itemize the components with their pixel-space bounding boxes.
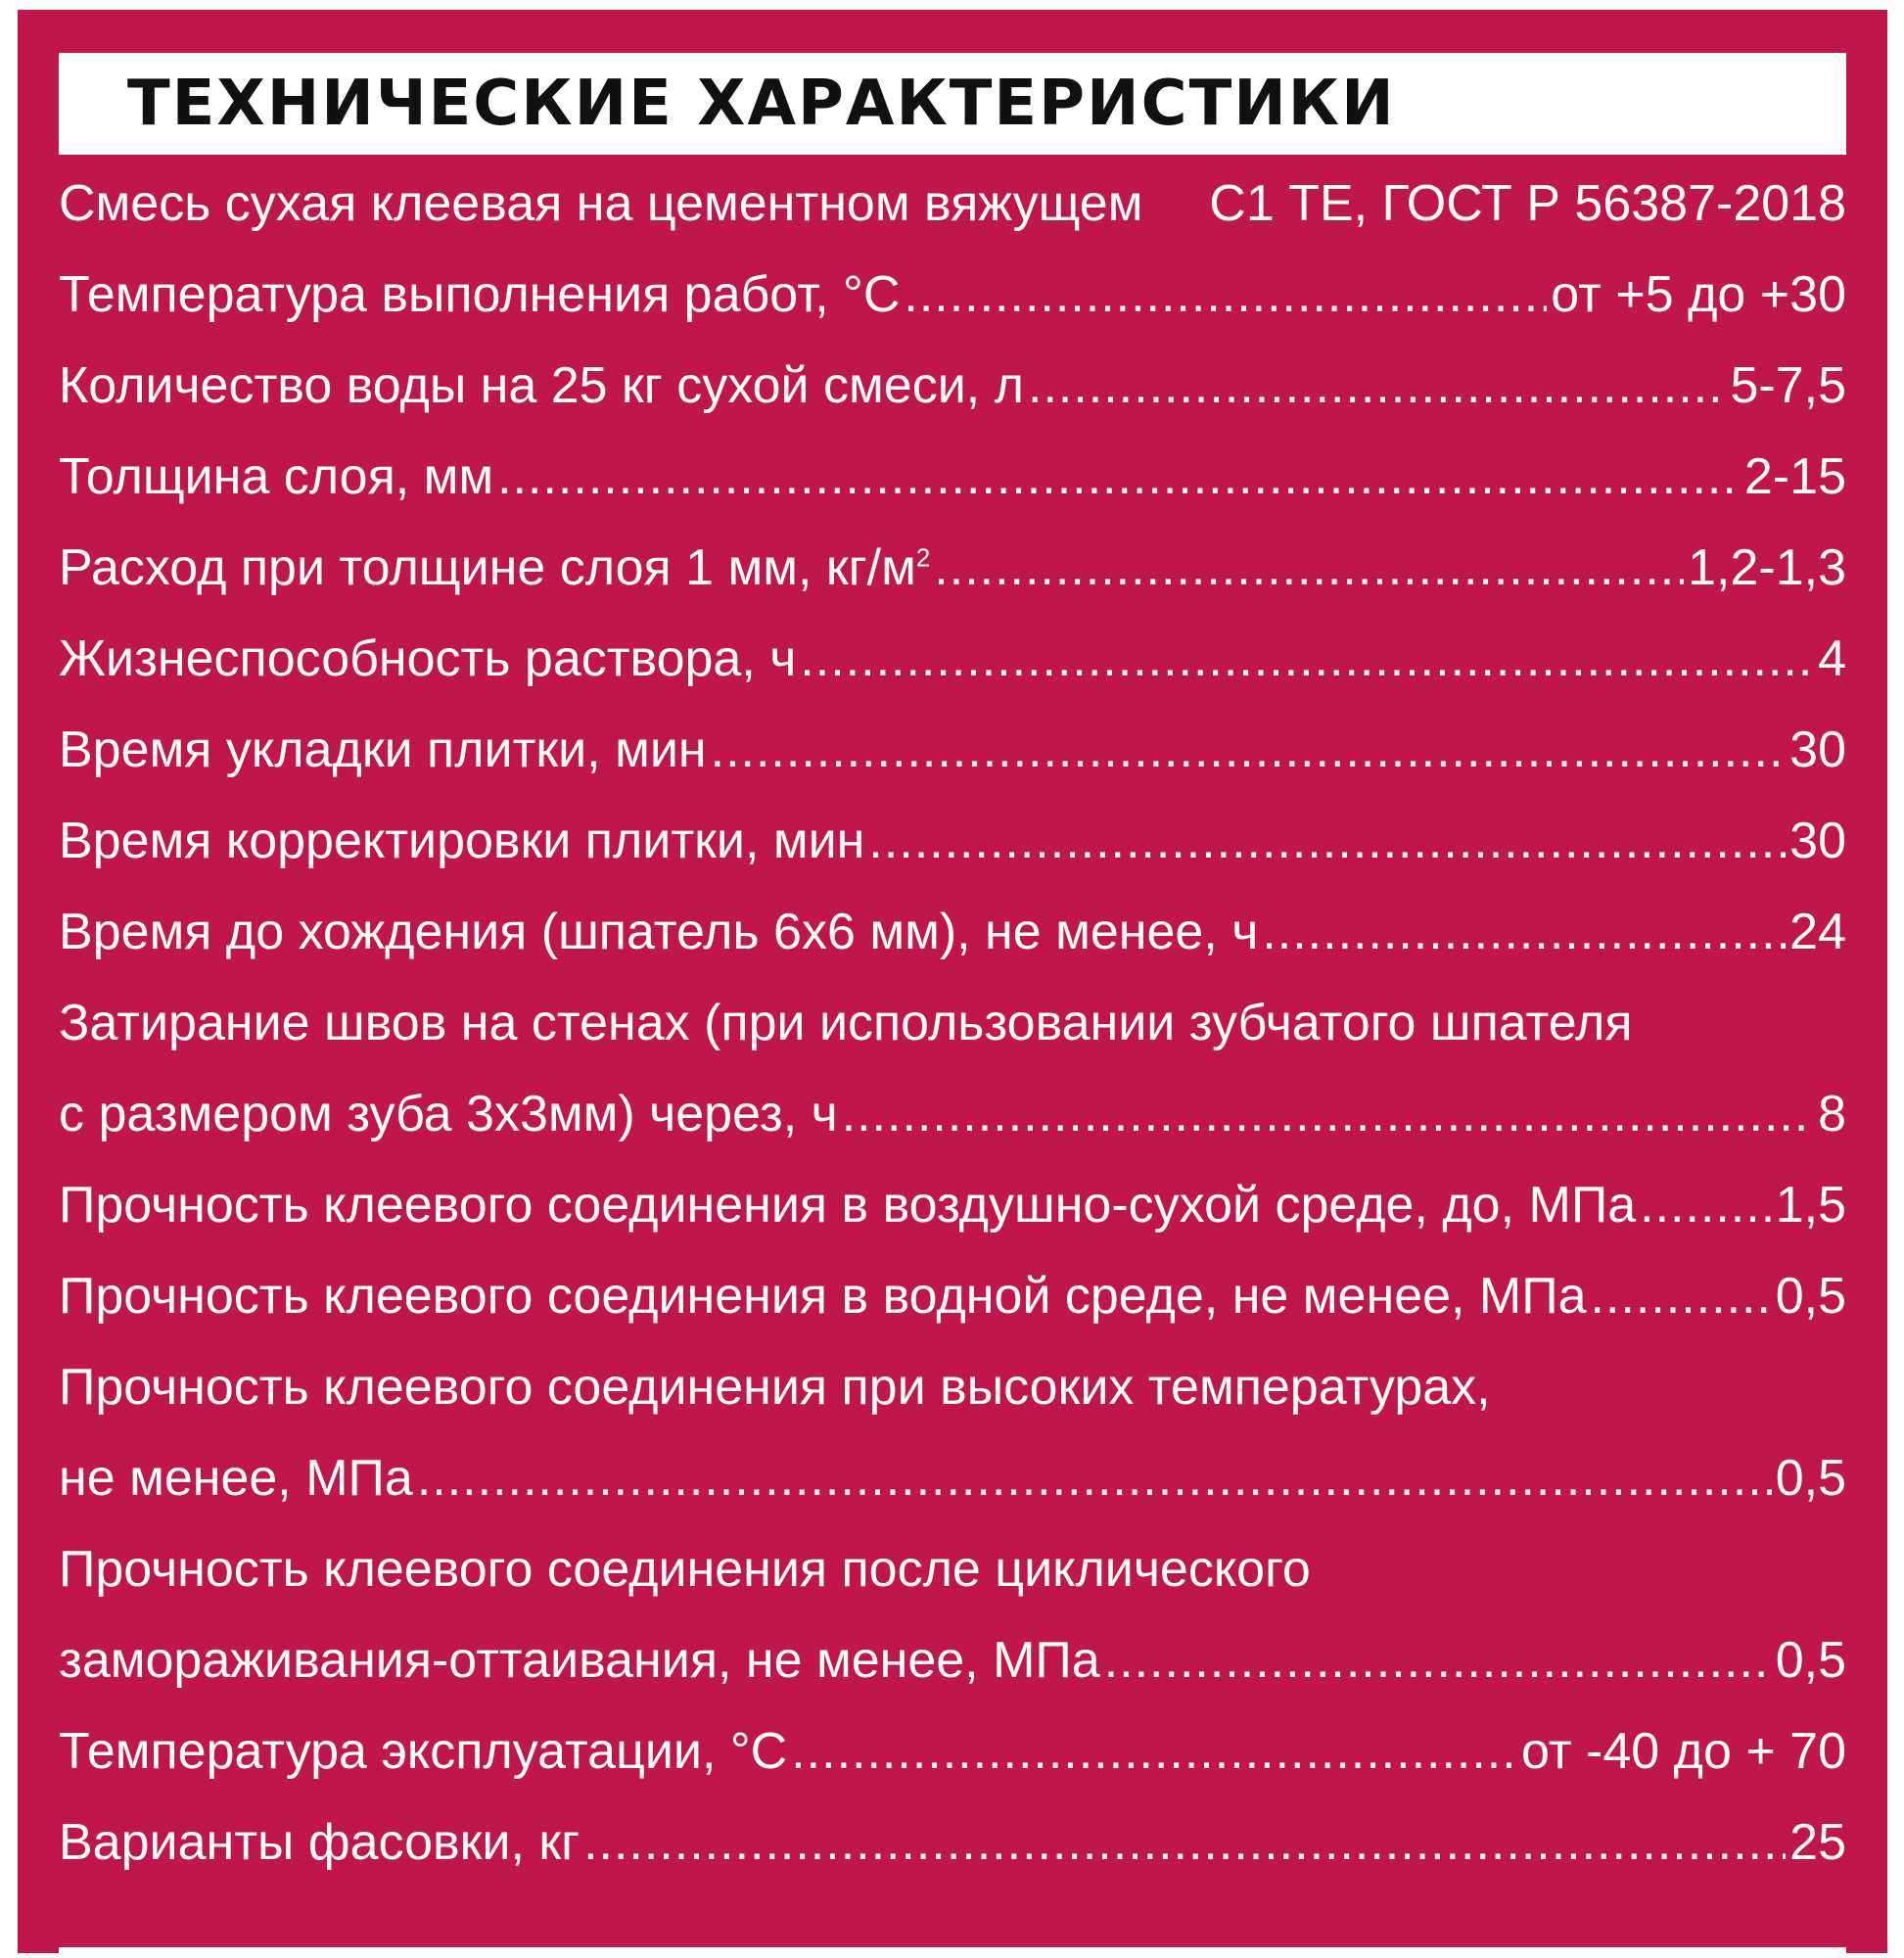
spec-label-line1: Прочность клеевого соединения после циклического: [59, 1541, 1311, 1598]
dot-leader: [1028, 356, 1726, 415]
spec-label: Температура эксплуатации, °С: [59, 1723, 788, 1780]
spec-label: Прочность клеевого соединения в воздушно-сухой среде, до, МПа: [59, 1177, 1637, 1234]
spec-row-line1: [59, 1540, 1846, 1631]
dot-leader: [1591, 1267, 1772, 1326]
spec-row: [59, 629, 1846, 721]
spec-label: не менее, МПа: [59, 1450, 413, 1507]
spec-label-text: Расход при толщине слоя 1 мм, кг/м: [59, 539, 916, 596]
spec-row-mix-type: [59, 174, 1846, 265]
dot-leader: [1262, 903, 1786, 961]
spec-row: [59, 265, 1846, 356]
spec-label: Смесь сухая клеевая на цементном вяжущем: [59, 175, 1143, 232]
superscript: 2: [915, 542, 931, 573]
dot-leader: [583, 1813, 1786, 1872]
spec-row: [59, 1267, 1846, 1358]
spec-value: 5-7,5: [1730, 357, 1846, 414]
spec-value: 24: [1789, 904, 1846, 960]
dot-leader: [791, 1722, 1517, 1781]
spec-row: [59, 538, 1846, 629]
spec-row: [59, 1449, 1846, 1540]
spec-label: Время корректировки плитки, мин: [59, 813, 865, 869]
spec-label: Время до хождения (шпатель 6х6 мм), не менее, ч: [59, 904, 1259, 960]
spec-row: [59, 1176, 1846, 1267]
dot-leader: [800, 629, 1814, 688]
spec-label: Варианты фасовки, кг: [59, 1814, 580, 1871]
spec-label: [59, 538, 930, 597]
spec-row: [59, 812, 1846, 903]
spec-label: Прочность клеевого соединения в водной среде, не менее, МПа: [59, 1268, 1587, 1325]
spec-row-line1: [59, 994, 1846, 1085]
dot-leader: [711, 721, 1787, 779]
spec-value: 2-15: [1743, 448, 1846, 505]
spec-label: Количество воды на 25 кг сухой смеси, л: [59, 357, 1024, 414]
spec-row-line1: [59, 1358, 1846, 1449]
dot-leader: [934, 538, 1684, 597]
dot-leader: [868, 812, 1786, 870]
spec-row: [59, 447, 1846, 538]
spec-label: Толщина слоя, мм: [59, 448, 494, 505]
spec-label: с размером зуба 3х3мм) через, ч: [59, 1086, 838, 1142]
spec-label: замораживания-оттаивания, не менее, МПа: [59, 1632, 1100, 1689]
spec-value: 1,5: [1775, 1177, 1846, 1234]
spec-row: [59, 1085, 1846, 1176]
spec-value: С1 ТЕ, ГОСТ Р 56387-2018: [1209, 175, 1846, 232]
dot-leader: [904, 265, 1547, 324]
spec-row: [59, 1813, 1846, 1904]
spec-label: Жизнеспособность раствора, ч: [59, 630, 797, 687]
spec-row: [59, 1722, 1846, 1813]
bottom-divider: [59, 1947, 1846, 1953]
spec-value: 30: [1789, 722, 1846, 778]
spec-value: 1,2-1,3: [1688, 539, 1846, 596]
spec-value: 8: [1818, 1086, 1846, 1142]
dot-leader: [842, 1085, 1814, 1143]
title-bar: [59, 53, 1846, 155]
spec-label-line1: Прочность клеевого соединения при высоких температурах,: [59, 1359, 1491, 1416]
spec-value: 25: [1789, 1814, 1846, 1871]
spec-row: [59, 721, 1846, 812]
dot-leader: [417, 1449, 1772, 1508]
spec-value: от -40 до + 70: [1520, 1723, 1846, 1780]
spec-value: 0,5: [1775, 1632, 1846, 1689]
spec-label: Время укладки плитки, мин: [59, 722, 707, 778]
spec-value: 0,5: [1775, 1450, 1846, 1507]
spec-row: [59, 356, 1846, 447]
spec-value: 0,5: [1775, 1268, 1846, 1325]
spec-row: [59, 903, 1846, 994]
spec-label-line1: Затирание швов на стенах (при использовании зубчатого шпателя: [59, 995, 1633, 1051]
specs-list: [59, 174, 1846, 1904]
spec-row: [59, 1631, 1846, 1722]
dot-leader: [497, 447, 1741, 506]
spec-value: 4: [1818, 630, 1846, 687]
dot-leader: [1640, 1176, 1772, 1235]
dot-leader: [1104, 1631, 1772, 1690]
spec-label: Температура выполнения работ, °С: [59, 266, 901, 323]
spec-value: от +5 до +30: [1551, 266, 1846, 323]
spec-value: 30: [1789, 813, 1846, 869]
specs-panel: [18, 10, 1887, 1953]
page-title: ТЕХНИЧЕСКИЕ ХАРАКТЕРИСТИКИ: [127, 68, 1396, 140]
